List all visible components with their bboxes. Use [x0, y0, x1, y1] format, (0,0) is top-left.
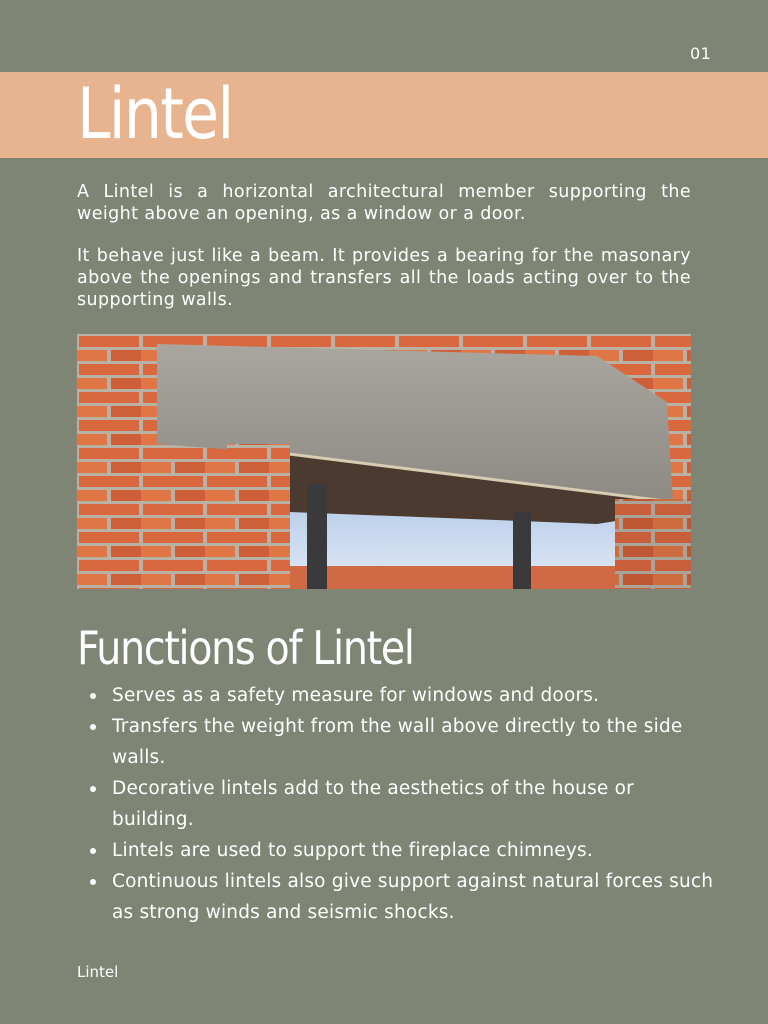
list-item: Serves as a safety measure for windows and doors. — [77, 680, 717, 711]
intro-text — [77, 181, 691, 331]
page-number: 01 — [690, 44, 712, 63]
list-item: Lintels are used to support the fireplace chimneys. — [77, 835, 717, 866]
left-pier — [227, 444, 290, 589]
list-item: Continuous lintels also give support against natural forces such as strong winds and seismic shocks. — [77, 866, 717, 928]
support-prop-left — [307, 484, 327, 589]
functions-list — [77, 680, 717, 928]
intro-paragraph-behavior: It behave just like a beam. It provides a bearing for the masonary above the openings and transfers all the loads acting over to the supporting walls. — [77, 246, 691, 310]
functions-heading: Functions of Lintel — [77, 621, 414, 675]
support-prop-right — [513, 512, 531, 589]
page-title: Lintel — [77, 73, 233, 155]
footer-label: Lintel — [77, 963, 119, 981]
lintel-photo — [77, 334, 691, 589]
distant-wall — [290, 566, 615, 589]
list-item: Transfers the weight from the wall above directly to the side walls. — [77, 711, 717, 773]
intro-paragraph-definition: A Lintel is a horizontal architectural member supporting the weight above an opening, as a window or a door. — [77, 182, 691, 224]
list-item: Decorative lintels add to the aesthetics of the house or building. — [77, 773, 717, 835]
